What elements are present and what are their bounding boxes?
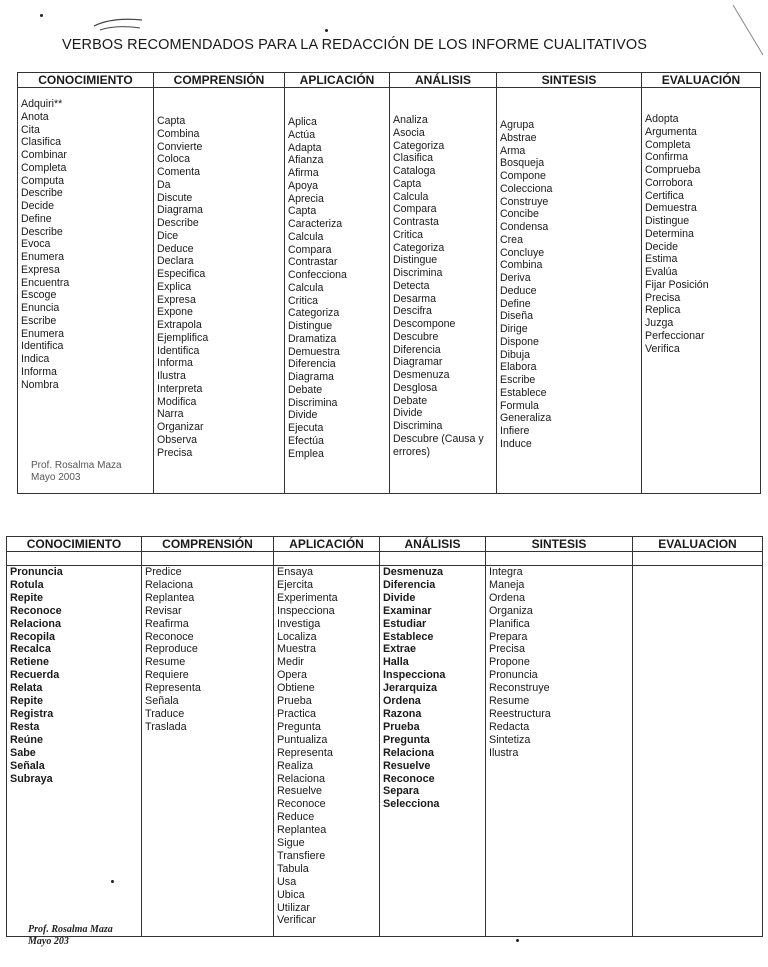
list-item: Jerarquiza [383, 682, 438, 695]
header-comprension: COMPRENSIÓN [142, 537, 274, 552]
list-item: Reúne [10, 733, 43, 746]
list-item: Representa [277, 746, 333, 759]
list-item: Diagrama [157, 204, 203, 217]
list-item: Prueba [277, 695, 312, 708]
list-item: Ordena [383, 695, 421, 708]
list-item: Subraya [10, 772, 53, 785]
list-item: Discrimina [393, 420, 443, 432]
list-item: Resuelve [383, 759, 431, 772]
list-item: Comprueba [645, 164, 701, 176]
list-item: Debate [288, 383, 323, 396]
list-item: Infiere [500, 425, 530, 437]
list-item: Ordena [489, 591, 526, 604]
verbs-table-2 [6, 536, 763, 937]
list-item: Resta [10, 720, 40, 733]
list-item: Diferencia [288, 358, 336, 371]
list-item: Establece [500, 386, 547, 399]
list-item: Describe [157, 217, 199, 229]
list-item: Convierte [157, 140, 203, 153]
list-item: Maneja [489, 578, 525, 591]
list-item: Desglosa [393, 381, 438, 394]
list-item: Indica [21, 353, 50, 365]
list-item: Completa [21, 161, 67, 174]
column-sintesis [497, 88, 642, 494]
list-item: Sabe [10, 746, 36, 759]
list-item: Condensa [500, 221, 549, 233]
list-item: Redacta [489, 720, 530, 733]
list-item: Contrastar [288, 256, 338, 269]
list-item: Estudiar [383, 617, 427, 630]
list-item: Afianza [288, 154, 324, 167]
list-item: Deriva [500, 272, 531, 284]
list-item: Ilustra [157, 370, 186, 382]
list-item: Reconoce [145, 630, 194, 643]
list-item: Precisa [645, 291, 681, 304]
list-item: Identifica [21, 340, 64, 353]
author-date: Mayo 203 [28, 936, 69, 947]
table-blank-row [7, 552, 763, 566]
list-item: Dice [157, 229, 179, 242]
list-item: Transfiere [277, 849, 326, 862]
list-item: Emplea [288, 447, 324, 460]
list-item: Confirma [645, 151, 688, 164]
list-item: Repite [10, 695, 43, 708]
list-item: Ejercita [277, 578, 314, 591]
author-name: Prof. Rosalma Maza [28, 924, 113, 935]
list-item: Da [157, 178, 171, 191]
list-item: Narra [157, 408, 184, 421]
list-item: Organizar [157, 421, 204, 433]
list-item: Capta [157, 115, 186, 127]
list-item: Apoya [288, 179, 319, 192]
list-item: Estima [645, 253, 678, 266]
column-analisis [380, 566, 486, 937]
list-item: Desmenuza [393, 369, 450, 381]
list-item: Elabora [500, 361, 537, 374]
list-item: Relaciona [383, 746, 435, 759]
list-item: Abstrae [500, 131, 537, 144]
list-item: Especifica [157, 268, 206, 280]
list-item: Describe [21, 225, 63, 238]
list-item: Agrupa [500, 119, 535, 131]
list-item: Reconoce [277, 798, 326, 811]
column-sintesis [486, 566, 633, 937]
list-item: Descubre (Causa y [393, 432, 484, 445]
list-item: Expone [157, 306, 193, 319]
list-item: Divide [383, 591, 416, 604]
list-item: Escoge [21, 289, 57, 302]
list-item: Comenta [157, 166, 200, 178]
list-item: Adapta [288, 141, 322, 154]
list-item: Halla [383, 656, 409, 669]
column-evaluacion [642, 88, 761, 494]
list-item: Replica [645, 304, 681, 317]
list-item: Analiza [393, 114, 428, 126]
author-name: Prof. Rosalma Maza [31, 460, 122, 471]
list-item: Diagrama [288, 371, 334, 383]
column-aplicacion [285, 88, 390, 494]
list-item: Puntualiza [277, 733, 328, 746]
list-item: Interpreta [157, 382, 203, 395]
list-item: Cita [21, 123, 40, 136]
table-header-row [7, 537, 763, 552]
list-item: Distingue [288, 320, 333, 332]
column-comprension [142, 566, 274, 937]
list-item: Juzga [645, 317, 674, 329]
list-item: Recalca [10, 643, 51, 656]
list-item: Registra [10, 707, 54, 720]
list-item: Escribe [500, 374, 536, 386]
list-item: Predice [145, 566, 182, 578]
header-conocimiento: CONOCIMIENTO [18, 73, 154, 88]
list-item: Descubre [393, 330, 439, 343]
list-item: Critica [393, 228, 424, 241]
list-item: Combina [157, 127, 200, 140]
list-item: Requiere [145, 669, 189, 682]
list-item: Anota [21, 110, 49, 123]
list-item: Verifica [645, 342, 680, 355]
list-item: Compone [500, 170, 546, 182]
list-item: Demuestra [288, 345, 340, 358]
list-item: Combina [500, 259, 543, 272]
list-item: Induce [500, 437, 532, 450]
list-item: Utilizar [277, 901, 310, 914]
list-item: Combinar [21, 149, 67, 161]
list-item: Decide [645, 240, 678, 253]
list-item: Argumenta [645, 125, 697, 138]
list-item: Calcula [393, 190, 429, 203]
list-item: Organiza [489, 604, 533, 617]
list-item: Discrimina [393, 267, 443, 279]
list-item: Traduce [145, 707, 185, 720]
list-item: Medir [277, 656, 304, 669]
list-item: Nombra [21, 378, 59, 391]
credit-block-1 [31, 460, 122, 484]
column-evaluacion [633, 566, 763, 937]
list-item: Ensaya [277, 566, 314, 578]
list-item: Coloca [157, 153, 190, 166]
list-item: Reconstruye [489, 682, 550, 695]
list-item: Tabula [277, 862, 309, 875]
list-item: Define [500, 297, 531, 310]
list-item: Critica [288, 294, 319, 307]
header-sintesis: SINTESIS [486, 537, 633, 552]
header-comprension: COMPRENSIÓN [154, 73, 285, 88]
list-item: Resume [489, 695, 530, 708]
list-item: Confecciona [288, 269, 347, 281]
list-item: Capta [288, 205, 317, 218]
ink-dot [40, 14, 43, 17]
list-item: Retiene [10, 656, 50, 669]
list-item: Examinar [383, 604, 432, 617]
list-item: Señala [10, 759, 45, 772]
list-item: Establece [383, 630, 434, 643]
list-item: Verificar [277, 914, 317, 927]
list-item: Reestructura [489, 707, 551, 720]
list-item: Recopila [10, 630, 56, 643]
list-item: Relaciona [10, 617, 62, 630]
list-item: Practica [277, 707, 317, 720]
list-item: Fijar Posición [645, 278, 709, 291]
list-item: Deduce [500, 284, 537, 297]
page-title: VERBOS RECOMENDADOS PARA LA REDACCIÓN DE LOS INFORME CUALITATIVOS [62, 37, 647, 53]
header-evaluacion: EVALUACIÓN [642, 73, 761, 88]
list-item: Categoriza [393, 241, 445, 254]
header-analisis: ANÁLISIS [380, 537, 486, 552]
list-item: Actúa [288, 128, 316, 141]
list-item: Dirige [500, 323, 528, 335]
list-item: Localiza [277, 630, 317, 643]
list-item: Pronuncia [10, 566, 63, 578]
list-item: Aprecia [288, 192, 324, 205]
list-item: Construye [500, 195, 549, 208]
ink-dot [111, 880, 114, 883]
list-item: Dramatiza [288, 332, 337, 345]
list-item: Colecciona [500, 182, 553, 195]
list-item: Extrae [383, 643, 417, 656]
list-item: Enuncia [21, 302, 60, 314]
list-item: Discute [157, 191, 193, 204]
list-item: Repite [10, 591, 43, 604]
list-item: Reproduce [145, 643, 198, 656]
list-item: Caracteriza [288, 218, 343, 230]
list-item: Muestra [277, 643, 317, 656]
list-item: Adopta [645, 113, 679, 125]
list-item: Recuerda [10, 669, 60, 682]
list-item: Reconoce [383, 772, 435, 785]
list-item: Discrimina [288, 396, 338, 409]
list-item: Replantea [145, 591, 195, 604]
list-item: Ubica [277, 888, 305, 901]
header-aplicacion: APLICACIÓN [285, 73, 390, 88]
list-item: Generaliza [500, 412, 552, 425]
list-item: Expresa [21, 263, 60, 276]
list-item: Enumera [21, 327, 64, 340]
list-item: Obtiene [277, 682, 315, 695]
column-conocimiento [7, 566, 142, 937]
list-item: Concluye [500, 246, 545, 259]
list-item: Divide [288, 409, 318, 422]
list-item: Reconoce [10, 604, 62, 617]
list-item: Clasifica [21, 136, 62, 149]
list-item: Usa [277, 875, 297, 888]
list-item: Prepara [489, 630, 528, 643]
list-item: Integra [489, 566, 523, 578]
list-item: Representa [145, 682, 201, 695]
list-item: Certifica [645, 189, 684, 202]
list-item: Completa [645, 138, 691, 151]
header-aplicacion: APLICACIÓN [274, 537, 380, 552]
list-item: Evoca [21, 238, 51, 251]
list-item: Opera [277, 669, 308, 682]
list-item: Señala [145, 695, 179, 708]
list-item: Propone [489, 656, 530, 669]
list-item: Demuestra [645, 202, 697, 215]
list-item: Dibuja [500, 348, 531, 361]
list-item: Capta [393, 177, 422, 190]
list-item: Adquiri** [21, 98, 63, 110]
list-item: Relata [10, 682, 43, 695]
author-date: Mayo 2003 [31, 472, 81, 483]
list-item: Pregunta [277, 720, 321, 733]
list-item: Resume [145, 656, 186, 669]
header-analisis: ANÁLISIS [390, 73, 497, 88]
list-item: Asocia [393, 126, 425, 139]
list-item: Crea [500, 233, 523, 246]
list-item: Afirma [288, 167, 319, 179]
list-item: Concibe [500, 208, 539, 221]
list-item: Compara [393, 203, 437, 216]
list-item: Computa [21, 174, 64, 187]
list-item: Separa [383, 785, 420, 798]
header-sintesis: SINTESIS [497, 73, 642, 88]
column-analisis [390, 88, 497, 494]
list-item: Informa [157, 357, 193, 370]
table-body-row [7, 566, 763, 937]
list-item: Debate [393, 394, 428, 407]
list-item: Efectúa [288, 434, 324, 447]
list-item: Desmenuza [383, 566, 444, 578]
list-item: Reafirma [145, 617, 189, 630]
list-item: Extrapola [157, 319, 202, 331]
list-item: Clasifica [393, 152, 434, 165]
list-item: Dispone [500, 335, 539, 348]
list-item: Distingue [645, 215, 690, 227]
list-item: Rotula [10, 578, 44, 591]
list-item: Enumera [21, 251, 64, 263]
column-comprension [154, 88, 285, 494]
list-item: Escribe [21, 314, 57, 327]
list-item: Descompone [393, 318, 456, 330]
list-item: Relaciona [145, 578, 194, 591]
list-item: Traslada [145, 720, 187, 733]
list-item: Revisar [145, 604, 182, 617]
list-item: Reduce [277, 811, 315, 824]
column-conocimiento [18, 88, 154, 494]
list-item: Detecta [393, 279, 430, 292]
list-item: errores) [393, 445, 431, 458]
list-item: Evalúa [645, 266, 678, 278]
list-item: Perfeccionar [645, 329, 705, 342]
list-item: Selecciona [383, 798, 440, 811]
list-item: Pregunta [383, 733, 430, 746]
list-item: Investiga [277, 617, 321, 630]
list-item: Ejemplifica [157, 331, 209, 344]
list-item: Diferencia [393, 343, 441, 356]
list-item: Sintetiza [489, 733, 531, 746]
list-item: Categoriza [288, 307, 340, 320]
list-item: Diseña [500, 310, 533, 323]
table-header-row [18, 73, 761, 88]
list-item: Modifica [157, 395, 197, 408]
list-item: Deduce [157, 242, 194, 255]
list-item: Pronuncia [489, 669, 538, 682]
list-item: Experimenta [277, 591, 338, 604]
list-item: Razona [383, 707, 422, 720]
list-item: Planifica [489, 617, 530, 630]
list-item: Identifica [157, 344, 200, 357]
list-item: Sigue [277, 837, 305, 850]
list-item: Calcula [288, 281, 324, 294]
list-item: Observa [157, 433, 198, 446]
list-item: Determina [645, 227, 694, 240]
list-item: Descifra [393, 305, 432, 318]
list-item: Inspecciona [383, 669, 446, 682]
list-item: Corrobora [645, 176, 693, 189]
list-item: Precisa [157, 446, 193, 459]
list-item: Replantea [277, 824, 327, 837]
list-item: Formula [500, 399, 539, 412]
list-item: Ejecuta [288, 422, 324, 434]
list-item: Define [21, 212, 52, 225]
list-item: Explica [157, 280, 192, 293]
credit-block-2 [28, 924, 113, 948]
list-item: Relaciona [277, 772, 326, 785]
list-item: Ilustra [489, 746, 519, 759]
list-item: Aplica [288, 116, 317, 128]
list-item: Encuentra [21, 276, 70, 289]
list-item: Bosqueja [500, 157, 545, 170]
list-item: Diagramar [393, 356, 443, 369]
list-item: Calcula [288, 230, 324, 243]
list-item: Resuelve [277, 785, 323, 798]
list-item: Cataloga [393, 165, 436, 177]
scan-artifact [728, 0, 768, 60]
list-item: Realiza [277, 759, 314, 772]
ink-dot [325, 29, 328, 32]
table-body-row [18, 88, 761, 494]
list-item: Decide [21, 200, 54, 212]
list-item: Precisa [489, 643, 526, 656]
list-item: Compara [288, 243, 332, 256]
list-item: Arma [500, 144, 526, 157]
ink-dot [516, 939, 519, 942]
list-item: Contrasta [393, 216, 439, 228]
list-item: Distingue [393, 254, 438, 267]
list-item: Describe [21, 187, 63, 200]
header-evaluacion: EVALUACION [633, 537, 763, 552]
list-item: Expresa [157, 293, 196, 306]
list-item: Desarma [393, 292, 436, 305]
verbs-table-1 [17, 72, 761, 494]
list-item: Diferencia [383, 578, 436, 591]
scribble-mark [92, 14, 146, 32]
list-item: Categoriza [393, 139, 445, 152]
list-item: Declara [157, 255, 194, 268]
list-item: Informa [21, 365, 57, 378]
column-aplicacion [274, 566, 380, 937]
header-conocimiento: CONOCIMIENTO [7, 537, 142, 552]
list-item: Prueba [383, 720, 420, 733]
list-item: Inspecciona [277, 604, 335, 617]
list-item: Divide [393, 407, 423, 420]
